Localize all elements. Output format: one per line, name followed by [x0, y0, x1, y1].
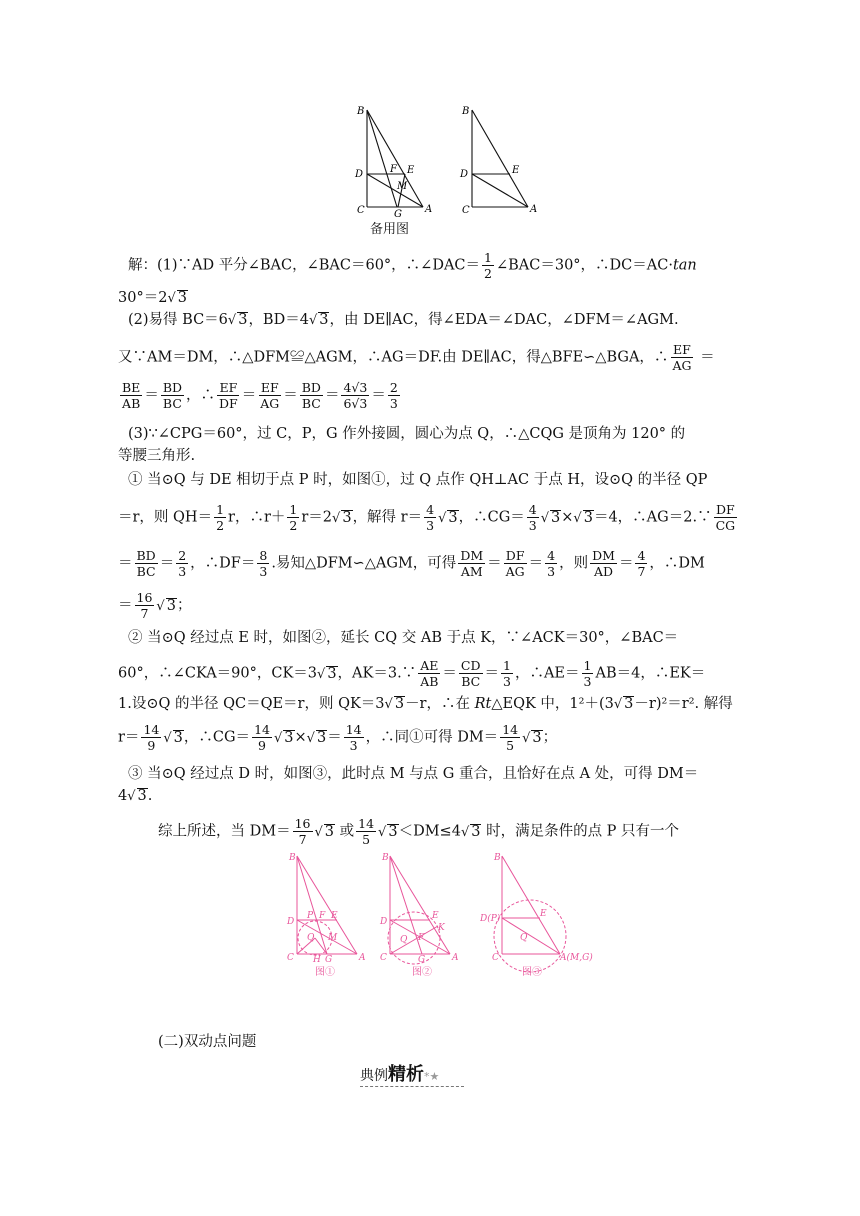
svg-text:M: M	[397, 181, 408, 192]
svg-text:A: A	[452, 953, 459, 963]
solution-part1: 解：(1)∵AD 平分∠BAC，∠BAC＝60°，∴∠DAC＝ $\frac{1}{2}$ ∠BAC＝30°，∴DC＝AC·tan	[128, 250, 697, 281]
svg-text:F: F	[390, 164, 397, 175]
case1-b: ＝r，则 QH＝ $\frac{1}{2}$ r，∴r＋ $\frac{1}{2}$ r＝2√ 3，解得 r＝ $\frac{4}{3}$ √ 3，∴CG＝ $\frac{4}{3}$ √ 3×√ 3＝4，∴AG＝2.∵ $\frac{DF}{CG}$	[118, 502, 728, 533]
svg-text:C: C	[380, 953, 387, 963]
svg-text:E: E	[407, 165, 415, 176]
solution-part2-b: 又∵AM＝DM，∴△DFM≌△AGM，∴AG＝DF.由 DE∥AC，得△BFE∽△BGA，∴ $\frac{EF}{AG}$ ＝	[118, 342, 715, 373]
figure-caption: 备用图	[370, 222, 410, 237]
caption-fig3: 图③	[522, 967, 542, 978]
svg-text:Q: Q	[520, 933, 528, 943]
case1-d: ＝ $\frac{16}{7}$ √ 3；	[118, 590, 728, 621]
svg-text:B: B	[382, 853, 389, 863]
case2-c: 1.设⊙Q 的半径 QC＝QE＝r，则 QK＝3√ 3－r，∴在 Rt△EQK 中，1²＋(3√ 3－r)²＝r². 解得	[118, 694, 728, 715]
svg-text:D: D	[355, 169, 364, 180]
caption-fig2: 图②	[412, 967, 432, 978]
case1-a: ① 当⊙Q 与 DE 相切于点 P 时，如图①，过 Q 点作 QH⊥AC 于点 H，设⊙Q 的半径 QP	[128, 472, 708, 488]
case2-a: ② 当⊙Q 经过点 E 时，如图②，延长 CQ 交 AB 于点 K，∵∠ACK＝30°，∠BAC＝	[128, 630, 679, 646]
summary: 综上所述，当 DM＝ $\frac{16}{7}$ √ 3 或 $\frac{14}{5}$ √ 3＜DM≤4√ 3 时，满足条件的点 P 只有一个	[158, 816, 768, 847]
svg-text:A: A	[425, 204, 433, 215]
svg-text:D: D	[460, 169, 469, 180]
case2-d: r＝ $\frac{14}{9}$ √ 3，∴CG＝ $\frac{14}{9}$ √ 3×√ 3＝ $\frac{14}{3}$ ，∴同①可得 DM＝ $\frac{14}{5}$ √ 3；	[118, 722, 728, 753]
svg-text:H: H	[313, 955, 321, 965]
svg-text:A: A	[359, 953, 366, 963]
svg-text:D(P): D(P)	[480, 914, 501, 924]
solution-part2: (2)易得 BC＝6√ 3，BD＝4√ 3，由 DE∥AC，得∠EDA＝∠DAC，∠DFM＝∠AGM.	[128, 310, 738, 331]
solution-part3: (3)∵∠CPG＝60°，过 C，P，G 作外接圆，圆心为点 Q，∴△CQG 是顶角为 120° 的	[128, 426, 686, 442]
top-figure-1	[350, 100, 440, 220]
svg-text:E: E	[540, 909, 547, 919]
svg-text:B: B	[289, 853, 296, 863]
svg-text:C: C	[462, 205, 470, 216]
case2-b: 60°，∴∠CKA＝90°，CK＝3√ 3，AK＝3.∵ $\frac{AE}{AB}$ ＝ $\frac{CD}{BC}$ ＝ $\frac{1}{3}$ ，∴AE＝ $\frac{1}{3}$ AB＝4，∴EK＝	[118, 658, 728, 689]
example-badge: 典例精析*★	[360, 1060, 439, 1086]
svg-text:G: G	[418, 955, 426, 965]
svg-text:M: M	[328, 933, 338, 943]
svg-text:D: D	[287, 917, 295, 927]
svg-text:F: F	[418, 933, 425, 943]
top-figure-2	[455, 100, 545, 220]
svg-text:E: E	[512, 165, 520, 176]
solution-part3-b: 等腰三角形.	[118, 448, 196, 464]
svg-text:Q: Q	[307, 933, 315, 943]
solution-part2-c: $\frac{BE}{AB}$ ＝ $\frac{BD}{BC}$ ，∴ $\frac{EF}{DF}$ ＝ $\frac{EF}{AG}$ ＝ $\frac{BD}{BC}$ ＝ $\frac{4√3}{6√3}$ ＝ $\frac{2}{3}$	[122, 380, 398, 411]
case3-b: 4√ 3.	[118, 786, 728, 807]
diagram-case2	[378, 848, 468, 978]
section-title: (二)双动点问题	[158, 1034, 257, 1050]
svg-text:G: G	[325, 955, 333, 965]
caption-fig1: 图①	[315, 967, 335, 978]
case3-a: ③ 当⊙Q 经过点 D 时，如图③，此时点 M 与点 G 重合，且恰好在点 A 处，可得 DM＝	[128, 766, 699, 782]
svg-text:E: E	[331, 911, 338, 921]
svg-text:F: F	[319, 911, 326, 921]
svg-text:C: C	[287, 953, 294, 963]
solution-part1-cont: 30°＝2√ 3	[118, 288, 728, 309]
svg-text:G: G	[394, 209, 402, 220]
svg-text:B: B	[494, 853, 501, 863]
svg-text:E: E	[432, 911, 439, 921]
svg-text:Q: Q	[400, 935, 408, 945]
svg-text:P: P	[307, 911, 314, 921]
svg-text:B: B	[357, 106, 365, 117]
svg-text:A: A	[530, 204, 538, 215]
diagram-case3	[480, 848, 610, 978]
svg-text:C: C	[492, 953, 499, 963]
diagram-case1	[285, 848, 375, 978]
svg-text:A(M,G): A(M,G)	[560, 953, 593, 963]
svg-text:B: B	[462, 106, 470, 117]
svg-text:K: K	[438, 923, 445, 933]
svg-text:C: C	[357, 205, 365, 216]
case1-c: ＝ $\frac{BD}{BC}$ ＝ $\frac{2}{3}$ ，∴DF＝ $\frac{8}{3}$ .易知△DFM∽△AGM，可得 $\frac{DM}{AM}$ ＝ $\frac{DF}{AG}$ ＝ $\frac{4}{3}$ ，则 $\frac{DM}{AD}$ ＝ $\frac{4}{7}$ ，∴DM	[118, 548, 705, 579]
svg-text:D: D	[380, 917, 388, 927]
